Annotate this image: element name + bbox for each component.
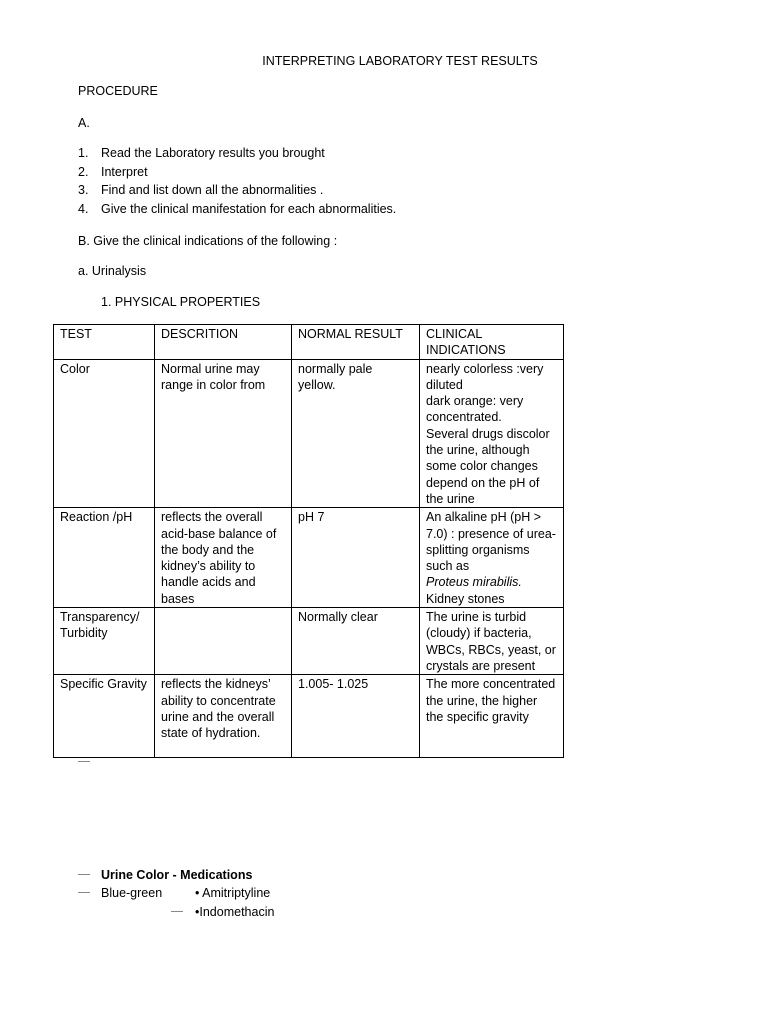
urine-color-value: Blue-green <box>101 886 163 900</box>
header-normal-result: NORMAL RESULT <box>292 325 420 360</box>
physical-properties-heading: 1. PHYSICAL PROPERTIES <box>101 295 261 309</box>
step-2 <box>78 165 148 179</box>
bullet-dash <box>171 911 183 912</box>
header-description: DESCRITION <box>155 325 292 360</box>
test-cell: Specific Gravity <box>54 675 155 758</box>
table-row <box>54 608 564 675</box>
normal-result-cell: pH 7 <box>292 508 420 608</box>
clinical-text-extra: Kidney stones <box>426 591 505 606</box>
document-title: INTERPRETING LABORATORY TEST RESULTS <box>262 54 538 68</box>
header-clinical-indications: CLINICAL INDICATIONS <box>420 325 564 360</box>
normal-result-cell: Normally clear <box>292 608 420 675</box>
step-1 <box>78 146 325 160</box>
description-cell: Normal urine may range in color from <box>155 359 292 508</box>
clinical-indication-cell: nearly colorless :very diluted dark orange: very concentrated. Several drugs discolor the urine, although some color changes depend on the pH of the urine <box>420 359 564 508</box>
table-row <box>54 675 564 758</box>
step-text: Give the clinical manifestation for each abnormalities. <box>101 202 397 216</box>
step-number: 3. <box>78 183 89 197</box>
medication-item: •Indomethacin <box>195 905 275 919</box>
step-number: 2. <box>78 165 89 179</box>
section-b-label: B. Give the clinical indications of the following : <box>78 234 338 248</box>
lab-results-table <box>53 324 564 758</box>
clinical-text: An alkaline pH (pH > 7.0) : presence of urea-splitting organisms such as <box>426 510 556 574</box>
medications-heading: Urine Color - Medications <box>101 868 253 882</box>
medication-item: • Amitriptyline <box>195 886 271 900</box>
table-header-row <box>54 325 564 360</box>
step-3 <box>78 183 323 197</box>
test-cell: Color <box>54 359 155 508</box>
step-number: 4. <box>78 202 89 216</box>
step-4 <box>78 202 396 216</box>
clinical-indication-cell <box>420 508 564 608</box>
description-cell <box>155 608 292 675</box>
step-text: Read the Laboratory results you brought <box>101 146 325 160</box>
bullet-dash <box>78 761 90 762</box>
bullet-dash <box>78 874 90 875</box>
test-cell: Reaction /pH <box>54 508 155 608</box>
table-row <box>54 508 564 608</box>
normal-result-cell: normally pale yellow. <box>292 359 420 508</box>
description-cell: reflects the kidneys’ ability to concentrate urine and the overall state of hydration. <box>155 675 292 758</box>
table-row <box>54 359 564 508</box>
procedure-heading: PROCEDURE <box>78 84 158 98</box>
clinical-indication-cell: The urine is turbid (cloudy) if bacteria, WBCs, RBCs, yeast, or crystals are present <box>420 608 564 675</box>
step-text: Find and list down all the abnormalities . <box>101 183 324 197</box>
organism-name: Proteus mirabilis. <box>426 575 522 590</box>
description-cell: reflects the overall acid-base balance of the body and the kidney’s ability to handle acids and bases <box>155 508 292 608</box>
section-a-label: A. <box>78 116 90 130</box>
bullet-dash <box>78 892 90 893</box>
step-text: Interpret <box>101 165 148 179</box>
clinical-indication-cell: The more concentrated the urine, the higher the specific gravity <box>420 675 564 758</box>
urinalysis-label: a. Urinalysis <box>78 264 147 278</box>
normal-result-cell: 1.005- 1.025 <box>292 675 420 758</box>
header-test: TEST <box>54 325 155 360</box>
step-number: 1. <box>78 146 89 160</box>
test-cell: Transparency/ Turbidity <box>54 608 155 675</box>
